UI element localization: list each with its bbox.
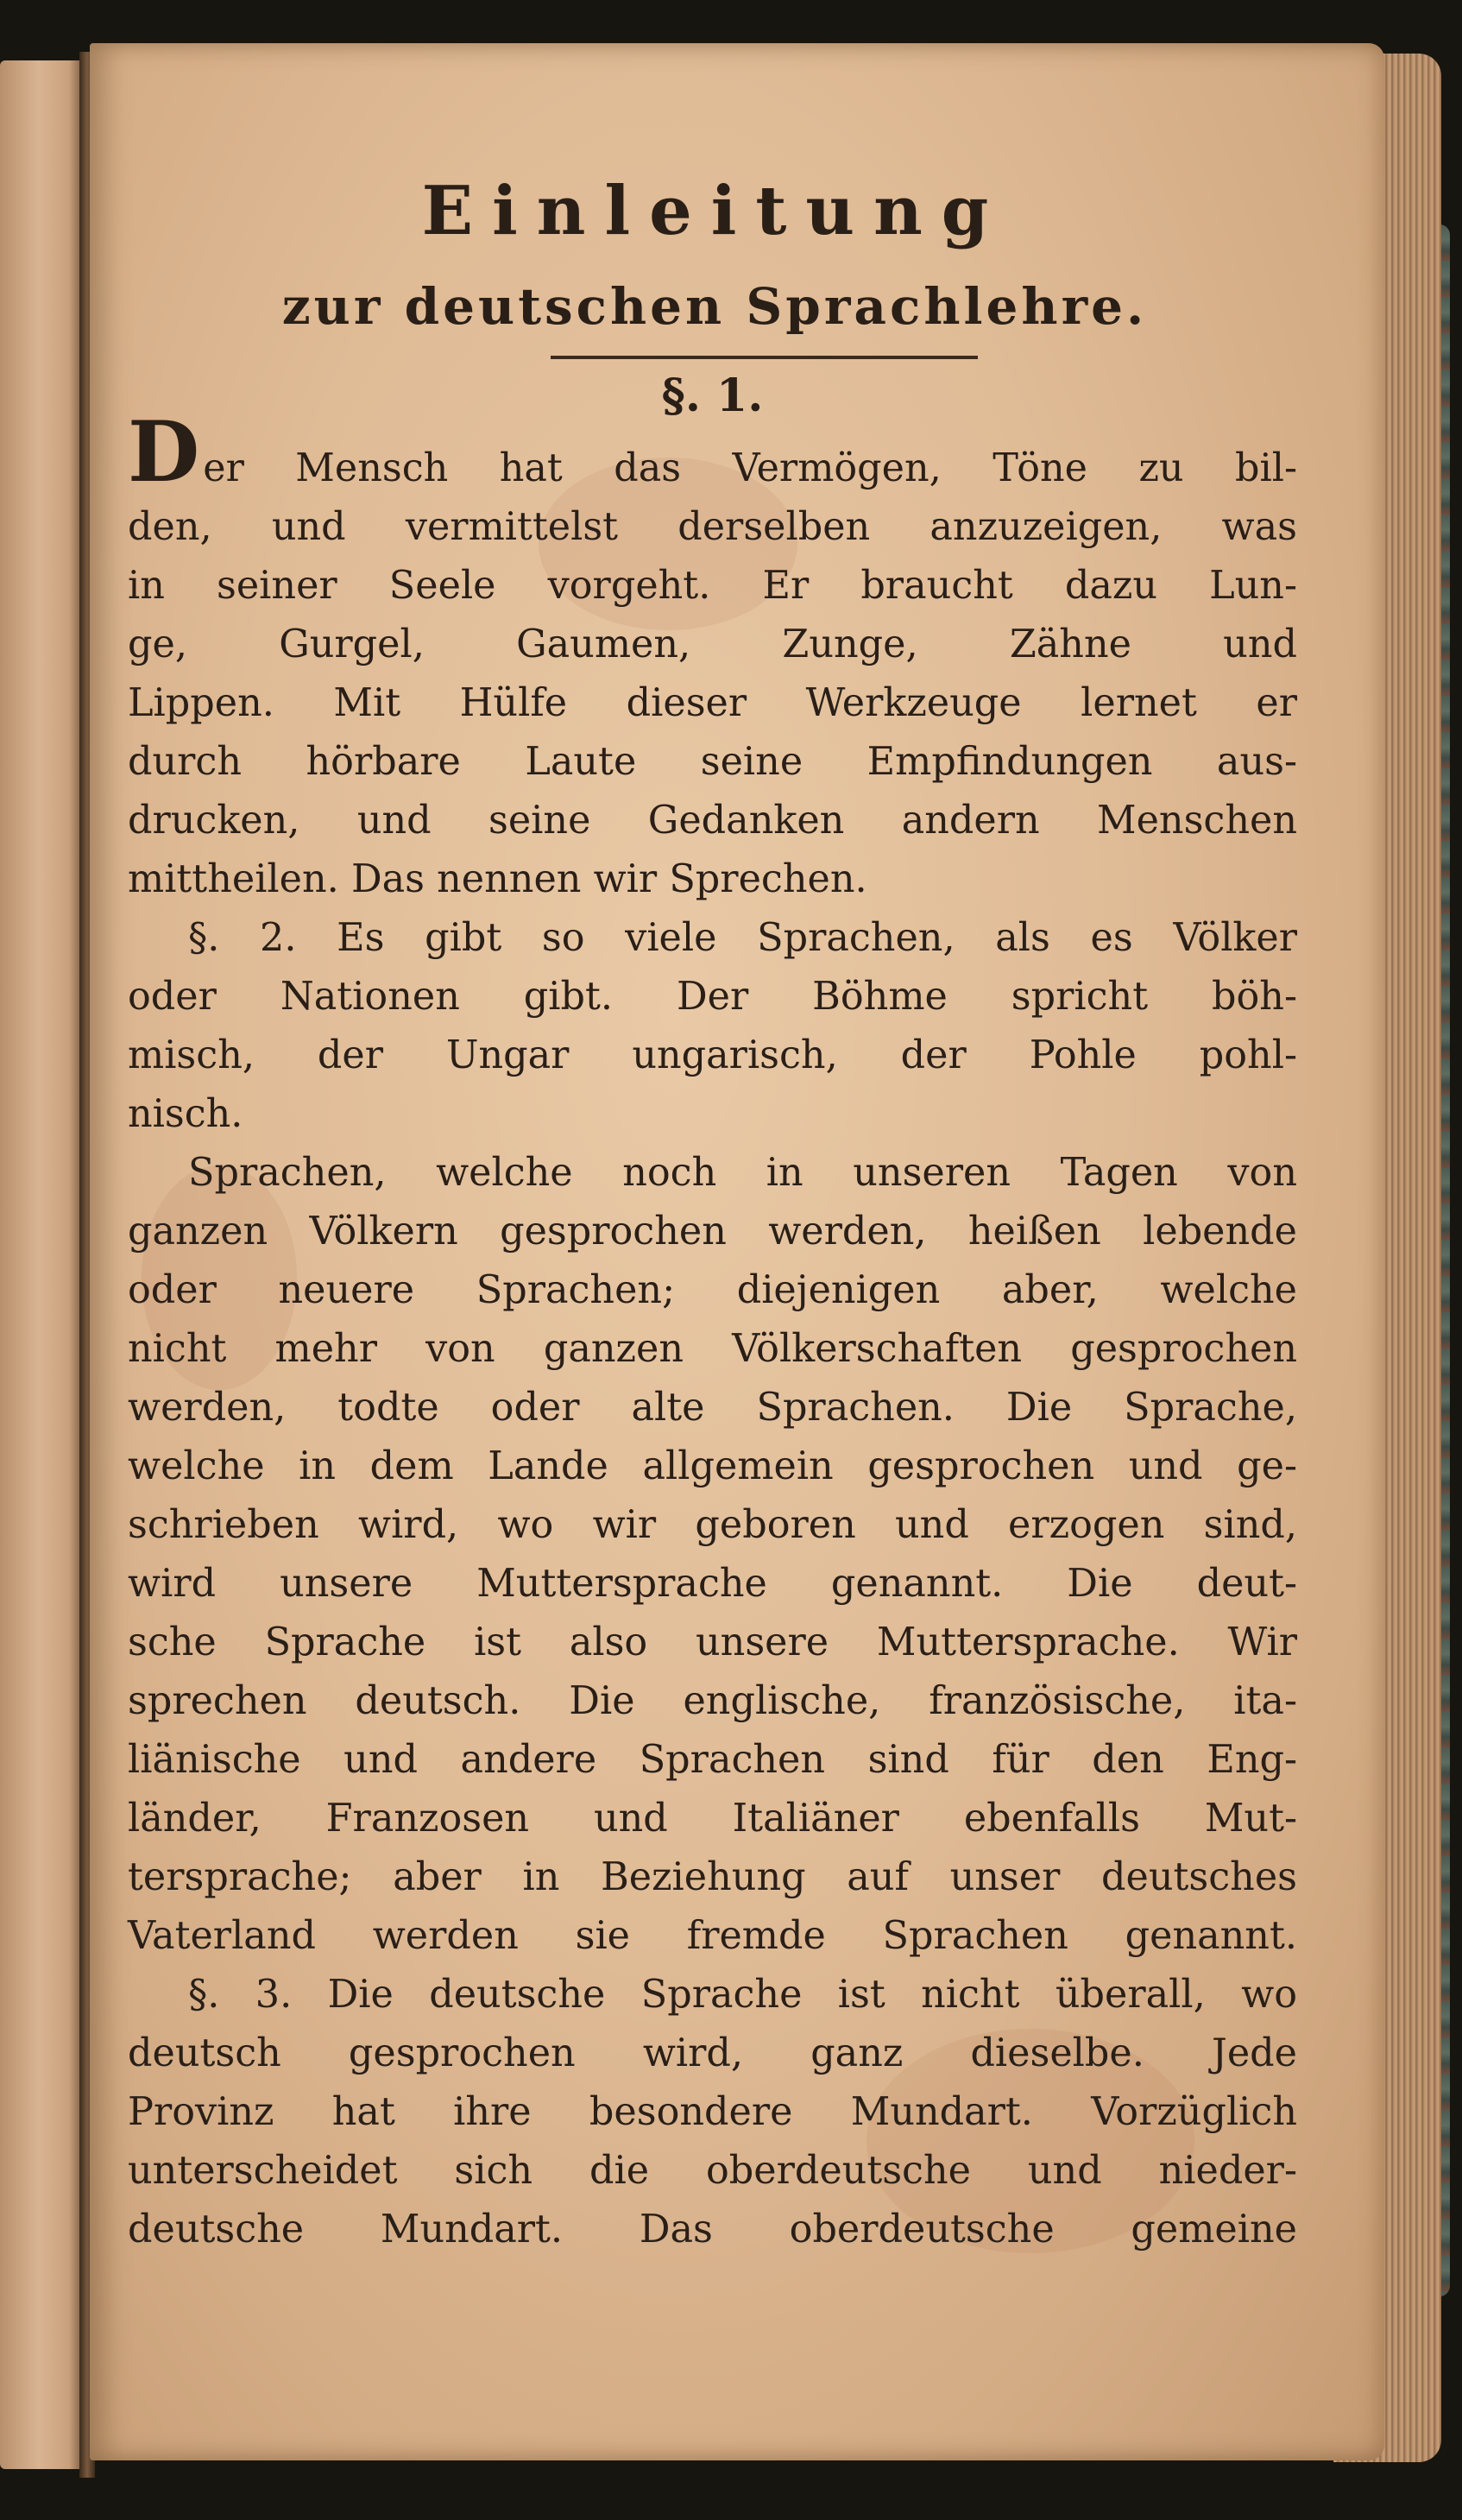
section-1-paragraph <box>128 403 1297 909</box>
page-text <box>128 173 1297 2259</box>
text-line: werden, todte oder alte Sprachen. Die Sprache, <box>128 1386 1297 1430</box>
text-line-content: §. 2. Es gibt so viele Sprachen, als es Völker <box>188 916 1297 960</box>
text-line: liänische und andere Sprachen sind für den Eng- <box>128 1738 1297 1782</box>
text-line: deutsche Mundart. Das oberdeutsche gemeine <box>128 2207 1297 2252</box>
chapter-title: Einleitung <box>421 172 1008 250</box>
text-line <box>128 909 1297 968</box>
text-line: den, und vermittelst derselben anzuzeigen, was <box>128 505 1297 549</box>
left-page-edge <box>0 60 86 2469</box>
text-line-content: §. 3. Die deutsche Sprache ist nicht überall, wo <box>188 1973 1297 2017</box>
section-3-paragraph <box>128 1966 1297 2259</box>
drop-cap: D <box>128 403 200 501</box>
text-line: misch, der Ungar ungarisch, der Pohle pohl- <box>128 1033 1297 1077</box>
text-line: sche Sprache ist also unsere Muttersprache. Wir <box>128 1620 1297 1664</box>
text-line: drucken, und seine Gedanken andern Menschen <box>128 799 1297 843</box>
chapter-subtitle: zur deutschen Sprachlehre. <box>281 277 1148 336</box>
text-line: nisch. <box>128 1092 243 1136</box>
text-line: nicht mehr von ganzen Völkerschaften gesprochen <box>128 1327 1297 1371</box>
text-line: oder Nationen gibt. Der Böhme spricht böh- <box>128 975 1297 1019</box>
text-line: wird unsere Muttersprache genannt. Die deut- <box>128 1562 1297 1606</box>
text-line: sprechen deutsch. Die englische, französische, ita- <box>128 1679 1297 1723</box>
text-line: tersprache; aber in Beziehung auf unser deutsches <box>128 1855 1297 1899</box>
text-line: welche in dem Lande allgemein gesprochen und ge- <box>128 1444 1297 1488</box>
text-line: oder neuere Sprachen; diejenigen aber, welche <box>128 1268 1297 1312</box>
text-line: schrieben wird, wo wir geboren und erzogen sind, <box>128 1503 1297 1547</box>
text-line-content: Sprachen, welche noch in unseren Tagen von <box>188 1151 1297 1195</box>
text-line: ganzen Völkern gesprochen werden, heißen lebende <box>128 1209 1297 1254</box>
text-line: länder, Franzosen und Italiäner ebenfalls Mut- <box>128 1797 1297 1841</box>
text-line <box>128 1966 1297 2024</box>
heading-rule <box>551 356 978 359</box>
text-line-content: er Mensch hat das Vermögen, Töne zu bil- <box>203 446 1297 490</box>
text-line: mittheilen. Das nennen wir Sprechen. <box>128 857 867 901</box>
text-line: durch hörbare Laute seine Empfindungen aus- <box>128 740 1297 784</box>
section-2-paragraph <box>128 909 1297 1144</box>
text-line: unterscheidet sich die oberdeutsche und nieder- <box>128 2149 1297 2193</box>
text-line <box>128 403 1297 501</box>
section-mark-1: §. 1. <box>661 369 764 422</box>
text-line: ge, Gurgel, Gaumen, Zunge, Zähne und <box>128 622 1297 666</box>
text-line <box>128 1144 1297 1203</box>
text-line: Provinz hat ihre besondere Mundart. Vorzüglich <box>128 2090 1297 2134</box>
text-line: Vaterland werden sie fremde Sprachen genannt. <box>128 1914 1297 1958</box>
text-line: Lippen. Mit Hülfe dieser Werkzeuge lernet er <box>128 681 1297 725</box>
paragraph-3 <box>128 1144 1297 1966</box>
text-line: deutsch gesprochen wird, ganz dieselbe. Jede <box>128 2031 1297 2075</box>
text-line: in seiner Seele vorgeht. Er braucht dazu Lun- <box>128 564 1297 608</box>
